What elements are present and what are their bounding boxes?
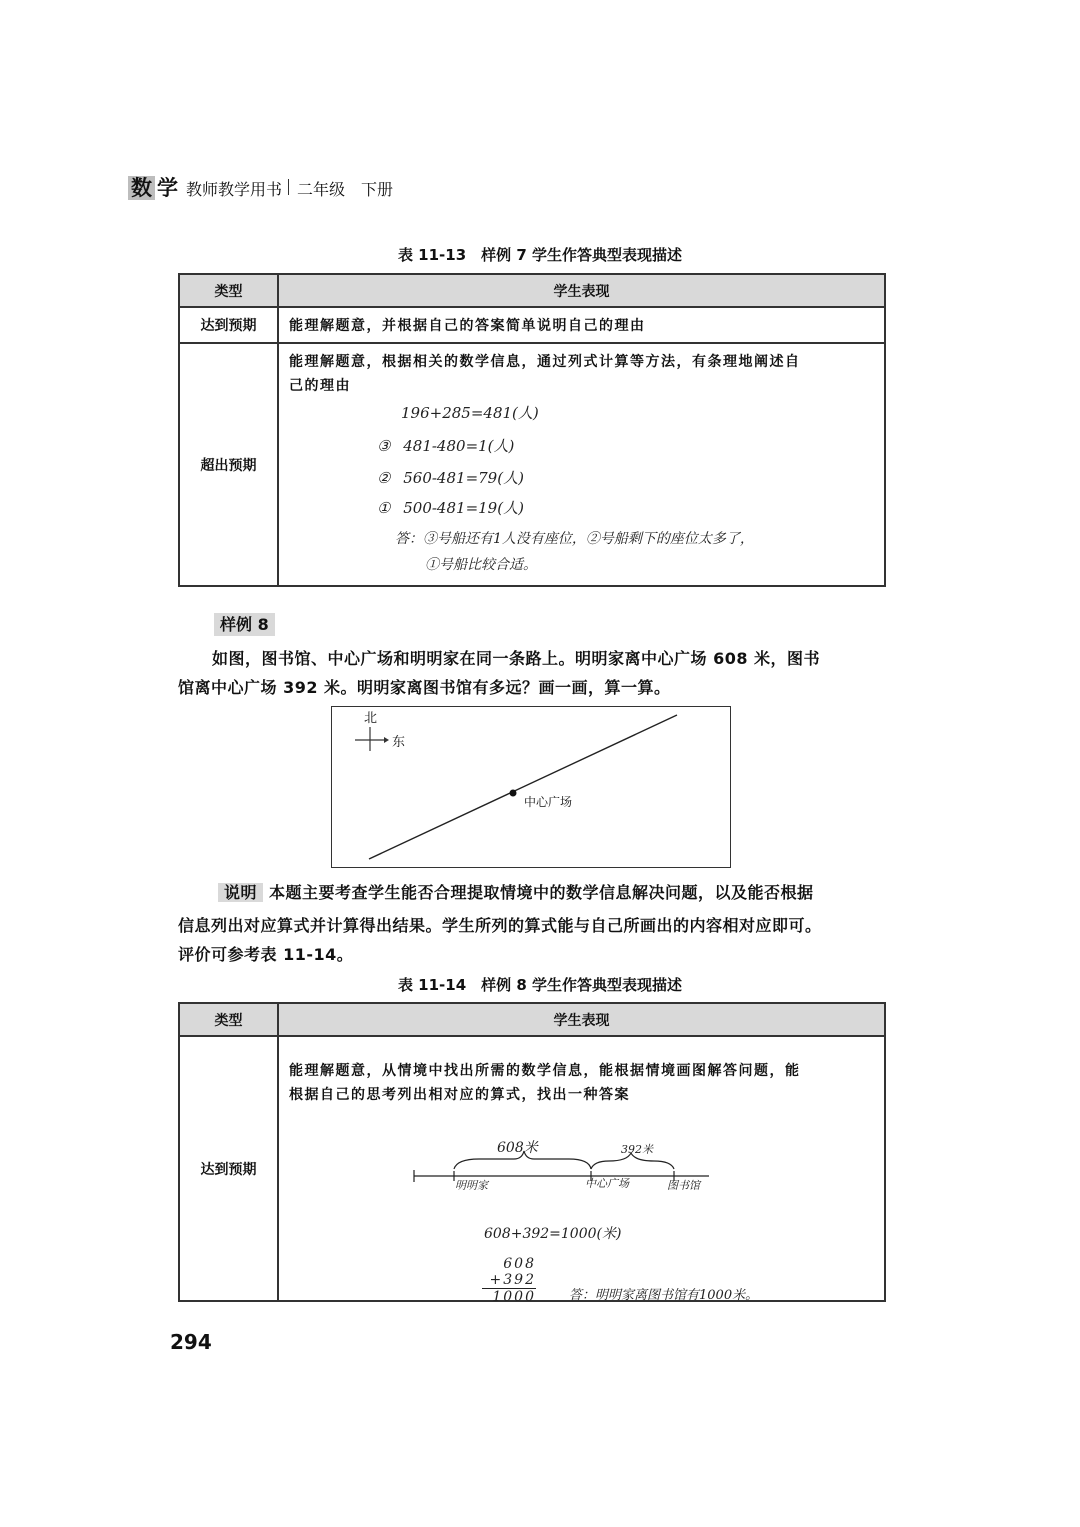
sample8-label: 样例 8 <box>214 613 275 636</box>
table2-header-performance: 学生表现 <box>278 1003 885 1036</box>
note-label: 说明 <box>218 883 263 902</box>
table2-row1-type: 达到预期 <box>179 1036 278 1301</box>
handwritten-line-4: ① 500-481=19(人) <box>377 499 524 517</box>
table1-header-type: 类型 <box>179 274 278 307</box>
table2-row1-text-a: 能理解题意，从情境中找出所需的数学信息，能根据情境画图解答问题，能 <box>289 1063 801 1079</box>
equation: 608+392=1000(米) <box>484 1226 622 1242</box>
header-divider <box>288 179 289 195</box>
note-line-a: 说明 本题主要考查学生能否合理提取情境中的数学信息解决问题，以及能否根据 <box>218 878 918 907</box>
table1-row2-type: 超出预期 <box>179 343 278 586</box>
handwritten-mark-1: ① <box>377 499 391 517</box>
note-line-b: 信息列出对应算式并计算得出结果。学生所列的算式能与自己所画出的内容相对应即可。 <box>178 916 822 935</box>
sample8-text-b: 馆离中心广场 392 米。明明家离图书馆有多远？画一画，算一算。 <box>178 678 671 697</box>
center-square-label: 中心广场 <box>524 795 573 809</box>
label-home: 明明家 <box>455 1179 488 1192</box>
handwritten-line-3: ② 560-481=79(人) <box>377 469 524 487</box>
table2-caption: 表 11-14 样例 8 学生作答典型表现描述 <box>397 976 683 994</box>
table1-row2-desc <box>278 343 885 586</box>
vertical-calc <box>482 1256 536 1305</box>
sample8-text-a: 如图，图书馆、中心广场和明明家在同一条路上。明明家离中心广场 608 米，图书 <box>212 649 821 668</box>
sample8-label-wrap <box>214 612 275 635</box>
handwritten-answer-b: ①号船比较合适。 <box>425 557 537 573</box>
volume: 下册 <box>361 180 394 199</box>
handwritten-answer-a: 答：③号船还有1人没有座位，②号船剩下的座位太多了， <box>395 531 754 547</box>
table1 <box>178 273 886 587</box>
table2-row1-text-b: 根据自己的思考列出相对应的算式，找出一种答案 <box>289 1087 630 1103</box>
label-608m: 608米 <box>497 1140 538 1156</box>
handwritten-mark-2: ② <box>377 469 391 487</box>
label-center: 中心广场 <box>585 1177 629 1190</box>
grade: 二年级 <box>297 180 346 199</box>
label-392m: 392米 <box>621 1143 653 1156</box>
map-figure <box>331 706 731 868</box>
table1-header-performance: 学生表现 <box>278 274 885 307</box>
book-title: 教师教学用书 <box>186 180 283 199</box>
logo-char-2: 学 <box>157 176 178 200</box>
handwritten-mark-3: ③ <box>377 437 391 455</box>
table1-row1-desc: 能理解题意，并根据自己的答案简单说明自己的理由 <box>278 307 885 343</box>
calc-row-2: +392 <box>482 1272 536 1289</box>
label-library: 图书馆 <box>667 1179 700 1192</box>
table2-header-type: 类型 <box>179 1003 278 1036</box>
note-line-c: 评价可参考表 11-14。 <box>178 945 354 964</box>
road-line <box>369 715 677 859</box>
table1-row1-type: 达到预期 <box>179 307 278 343</box>
logo-char-1: 数 <box>128 176 155 200</box>
table2-row1-desc <box>278 1036 885 1305</box>
handwritten-line-2: ③ 481-480=1(人) <box>377 437 515 455</box>
center-square-point <box>510 790 517 797</box>
page-number: 294 <box>170 1330 212 1354</box>
calc-row-3: 1000 <box>492 1289 536 1305</box>
table2 <box>178 1002 886 1305</box>
east-arrowhead <box>384 737 389 743</box>
calc-row-1: 608 <box>503 1256 536 1272</box>
running-header <box>128 176 393 200</box>
table1-row2-text-a: 能理解题意，根据相关的数学信息，通过列式计算等方法，有条理地阐述自 <box>289 354 801 370</box>
north-label: 北 <box>364 711 378 726</box>
table1-row2-text-b: 己的理由 <box>289 378 351 394</box>
east-label: 东 <box>392 735 406 750</box>
distance-diagram <box>279 1113 886 1193</box>
handwritten-answer: 答：明明家离图书馆有1000米。 <box>569 1288 759 1303</box>
table1-caption: 表 11-13 样例 7 学生作答典型表现描述 <box>397 246 683 264</box>
handwritten-line-1: 196+285=481(人) <box>401 404 539 422</box>
